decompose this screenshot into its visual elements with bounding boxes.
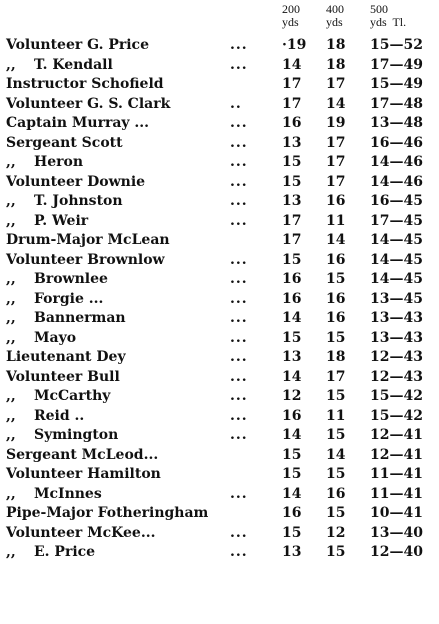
score-500-yds-total: 14—45 [370,251,423,268]
ditto-mark: ,, [6,544,16,560]
score-200-yds: 17 [282,76,302,92]
ditto-mark: ,, [6,427,16,443]
score-500-yds-total: 13—40 [370,524,423,541]
leader-dots: ... [230,173,248,190]
score-500-yds-total: 14—45 [370,271,423,287]
score-500-yds-total: 13—48 [370,115,423,131]
ditto-mark: ,, [6,56,16,73]
score-400-yds: 15 [326,329,346,346]
table-row [0,446,439,466]
score-500-yds-total: 15—42 [370,388,423,404]
table-row [0,348,439,368]
score-500-yds-total: 15—49 [370,76,423,92]
competitor-name: Mayo [34,329,77,346]
leader-dots: ... [230,154,248,170]
table-row [0,56,439,76]
header-400-unit: yds [326,15,343,29]
table-row [0,485,439,505]
score-400-yds: 16 [326,193,346,209]
score-400-yds: 14 [326,446,346,463]
score-200-yds: 17 [282,95,302,112]
score-400-yds: 16 [326,251,346,268]
score-500-yds-total: 17—49 [370,56,423,73]
ditto-mark: ,, [6,329,16,346]
score-200-yds: 15 [282,466,302,482]
leader-dots: ... [230,251,248,268]
score-400-yds: 14 [326,232,346,248]
table-row [0,290,439,310]
score-400-yds: 18 [326,56,346,73]
score-500-yds-total: 14—45 [370,232,423,248]
competitor-name: Pipe-Major Fotheringham [6,505,209,521]
table-row [0,543,439,563]
score-400-yds: 14 [326,95,346,112]
score-400-yds: 12 [326,524,346,541]
competitor-name: Heron [34,154,84,170]
header-400-yds [326,3,344,29]
ditto-mark: ,, [6,290,16,307]
score-200-yds: 15 [282,446,302,463]
score-200-yds: 13 [282,134,302,151]
competitor-name: Bannerman [34,310,126,326]
competitor-name: McInnes [34,485,102,502]
table-row [0,251,439,271]
score-200-yds: 16 [282,290,302,307]
header-500-range: 500 [370,2,388,16]
score-400-yds: 15 [326,505,346,521]
ditto-mark: ,, [6,310,16,326]
header-total-label: Tl. [392,15,407,29]
score-500-yds-total: 17—48 [370,95,423,112]
leader-dots: ... [230,290,248,307]
leader-dots: ... [230,544,248,560]
competitor-name: T. Kendall [34,56,113,73]
score-200-yds: 16 [282,271,302,287]
leader-dots: ... [230,349,248,365]
score-500-yds-total: 13—43 [370,329,423,346]
competitor-name: Sergeant Scott [6,134,123,151]
table-row [0,212,439,232]
score-400-yds: 17 [326,134,346,151]
score-400-yds: 18 [326,349,346,365]
score-400-yds: 16 [326,290,346,307]
score-200-yds: 17 [282,212,302,229]
table-row [0,114,439,134]
leader-dots: ... [230,388,248,404]
score-200-yds: 14 [282,485,302,502]
score-200-yds: 13 [282,544,302,560]
score-500-yds-total: 10—41 [370,505,423,521]
score-500-yds-total: 12—40 [370,544,423,560]
score-500-yds-total: 15—42 [370,407,423,424]
score-500-yds-total: 14—46 [370,173,423,190]
score-500-yds-total: 12—41 [370,427,423,443]
competitor-name: Volunteer Downie [6,173,146,190]
score-500-yds-total: 14—46 [370,154,423,170]
score-200-yds: 17 [282,232,302,248]
competitor-name: E. Price [34,544,96,560]
table-row [0,407,439,427]
score-200-yds: 12 [282,388,302,404]
competitor-name: McCarthy [34,388,111,404]
score-500-yds-total: 11—41 [370,485,423,502]
competitor-name: Sergeant McLeod... [6,446,159,463]
score-400-yds: 16 [326,310,346,326]
header-200-yds [282,3,300,29]
score-200-yds: 14 [282,56,302,73]
table-row [0,329,439,349]
score-200-yds: 15 [282,524,302,541]
score-200-yds: 14 [282,427,302,443]
table-row [0,368,439,388]
score-200-yds: 16 [282,115,302,131]
competitor-name: Volunteer G. S. Clark [6,95,171,112]
score-200-yds: 13 [282,349,302,365]
ditto-mark: ,, [6,212,16,229]
score-200-yds: 15 [282,173,302,190]
header-500-unit-line [370,16,436,29]
table-row [0,134,439,154]
leader-dots: ... [230,271,248,287]
score-400-yds: 15 [326,544,346,560]
score-400-yds: 19 [326,115,346,131]
leader-dots: ... [230,212,248,229]
score-500-yds-total: 13—45 [370,290,423,307]
header-500-unit: yds [370,15,387,29]
competitor-name: Brownlee [34,271,108,287]
header-200-unit: yds [282,15,299,29]
competitor-name: Lieutenant Dey [6,349,126,365]
header-400-range: 400 [326,2,344,16]
score-500-yds-total: 16—45 [370,193,423,209]
score-200-yds: 13 [282,193,302,209]
table-row [0,426,439,446]
competitor-name: Volunteer G. Price [6,37,149,53]
score-500-yds-total: 11—41 [370,466,423,482]
table-row [0,231,439,251]
leader-dots: .. [230,95,242,112]
score-400-yds: 17 [326,154,346,170]
score-400-yds: 15 [326,466,346,482]
leader-dots: ... [230,56,248,73]
table-row [0,309,439,329]
score-200-yds: 16 [282,505,302,521]
competitor-name: Instructor Schofield [6,76,164,92]
competitor-name: Symington [34,427,119,443]
header-500-yds-total [370,3,436,29]
score-500-yds-total: 16—46 [370,134,423,151]
table-row [0,173,439,193]
table-row [0,270,439,290]
score-200-yds: 14 [282,368,302,385]
table-row [0,36,439,56]
score-500-yds-total: 17—45 [370,212,423,229]
leader-dots: ... [230,524,248,541]
leader-dots: ... [230,485,248,502]
score-200-yds: 15 [282,251,302,268]
score-500-yds-total: 12—43 [370,349,423,365]
leader-dots: ... [230,115,248,131]
table-row [0,465,439,485]
score-400-yds: 15 [326,427,346,443]
leader-dots: ... [230,134,248,151]
leader-dots: ... [230,193,248,209]
score-200-yds: 16 [282,407,302,424]
score-200-yds: ·19 [282,37,307,53]
table-row [0,524,439,544]
score-200-yds: 15 [282,154,302,170]
competitor-name: T. Johnston [34,193,123,209]
score-500-yds-total: 15—52 [370,37,423,53]
leader-dots: ... [230,427,248,443]
leader-dots: ... [230,329,248,346]
leader-dots: ... [230,37,248,53]
score-200-yds: 14 [282,310,302,326]
score-400-yds: 11 [326,212,346,229]
table-row [0,387,439,407]
competitor-name: Forgie ... [34,290,104,307]
table-row [0,192,439,212]
score-400-yds: 18 [326,37,346,53]
ditto-mark: ,, [6,388,16,404]
score-400-yds: 15 [326,388,346,404]
table-row [0,75,439,95]
ditto-mark: ,, [6,485,16,502]
competitor-name: P. Weir [34,212,89,229]
score-500-yds-total: 13—43 [370,310,423,326]
ditto-mark: ,, [6,154,16,170]
competitor-name: Captain Murray ... [6,115,150,131]
score-400-yds: 17 [326,173,346,190]
competitor-name: Volunteer Bull [6,368,120,385]
table-row [0,153,439,173]
competitor-name: Volunteer Hamilton [6,466,161,482]
competitor-name: Drum-Major McLean [6,232,170,248]
ditto-mark: ,, [6,271,16,287]
ditto-mark: ,, [6,193,16,209]
table-row [0,504,439,524]
competitor-name: Volunteer McKee... [6,524,156,541]
score-rows [0,36,439,563]
score-200-yds: 15 [282,329,302,346]
column-headers [0,3,439,37]
score-500-yds-total: 12—41 [370,446,423,463]
score-400-yds: 17 [326,76,346,92]
leader-dots: ... [230,310,248,326]
ditto-mark: ,, [6,407,16,424]
score-400-yds: 11 [326,407,346,424]
leader-dots: ... [230,368,248,385]
table-row [0,95,439,115]
competitor-name: Volunteer Brownlow [6,251,165,268]
header-200-range: 200 [282,2,300,16]
competitor-name: Reid .. [34,407,85,424]
score-500-yds-total: 12—43 [370,368,423,385]
leader-dots: ... [230,407,248,424]
score-400-yds: 15 [326,271,346,287]
score-400-yds: 17 [326,368,346,385]
score-400-yds: 16 [326,485,346,502]
